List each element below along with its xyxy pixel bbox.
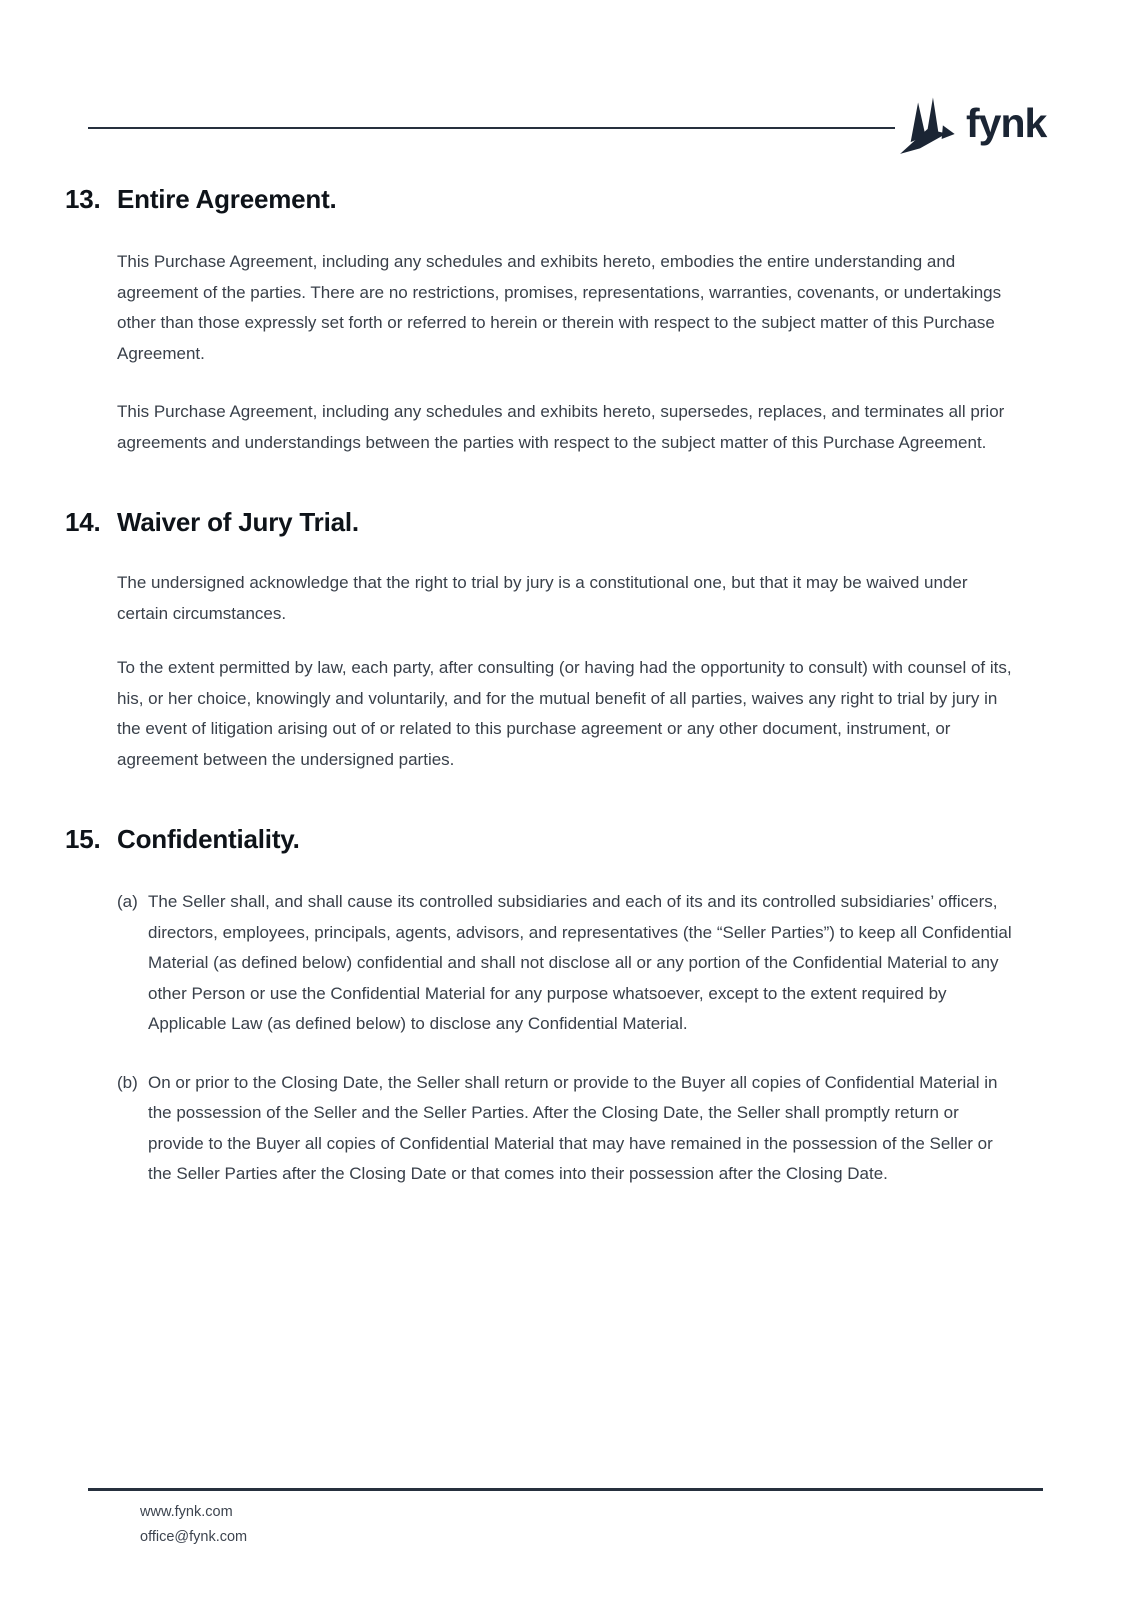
section-entire-agreement	[65, 183, 1016, 458]
fynk-logo	[897, 94, 1046, 158]
section-number: 13.	[65, 184, 101, 214]
list-marker: (b)	[117, 1072, 138, 1092]
section-title: Waiver of Jury Trial.	[117, 507, 359, 537]
logo-wordmark: fynk	[966, 99, 1047, 146]
section-heading	[65, 506, 1016, 538]
paragraph: This Purchase Agreement, including any schedules and exhibits hereto, embodies the entire understanding and agreement of the parties. There are no restrictions, promises, representations, warranties, covenants, or undertakings other than those expressly set forth or referred to herein or therein with respect to the subject matter of this Purchase Agreement.	[117, 252, 1002, 363]
document-body	[65, 183, 1016, 1190]
list-marker: (a)	[117, 892, 138, 911]
section-waiver-of-jury-trial	[65, 506, 1016, 775]
section-number: 15.	[65, 824, 101, 854]
page-footer	[88, 1488, 1043, 1550]
list-item	[117, 1068, 1016, 1190]
origami-crane-icon	[897, 94, 959, 158]
list-item-text: The Seller shall, and shall cause its controlled subsidiaries and each of its and its controlled subsidiaries’ officers, directors, employees, principals, agents, advisors, and representatives (the “Seller Parties”) to keep all Confidential Material (as defined below) confidential and shall not disclose all or any portion of the Confidential Material to any other Person or use the Confidential Material for any purpose whatsoever, except to the extent required by Applicable Law (as defined below) to disclose any Confidential Material.	[148, 892, 1012, 1033]
section-number: 14.	[65, 507, 101, 537]
section-title: Confidentiality.	[117, 824, 300, 854]
section-heading	[65, 823, 1016, 855]
section-confidentiality	[65, 823, 1016, 1190]
footer-email: office@fynk.com	[140, 1529, 248, 1545]
paragraph: To the extent permitted by law, each party, after consulting (or having had the opportunity to consult) with counsel of its, his, or her choice, knowingly and voluntarily, and for the mutual benefit of all parties, waives any right to trial by jury in the event of litigation arising out of or related to this purchase agreement or any other document, instrument, or agreement between the undersigned parties.	[117, 658, 1012, 769]
header-divider	[88, 127, 895, 129]
section-title: Entire Agreement.	[117, 184, 337, 214]
list-item-text: On or prior to the Closing Date, the Seller shall return or provide to the Buyer all copies of Confidential Material in the possession of the Seller and the Seller Parties. After the Closing Date, the Seller shall promptly return or provide to the Buyer all copies of Confidential Material that may have remained in the possession of the Seller or the Seller Parties after the Closing Date or that comes into their possession after the Closing Date.	[148, 1072, 998, 1183]
paragraph: This Purchase Agreement, including any schedules and exhibits hereto, supersedes, replaces, and terminates all prior agreements and understandings between the parties with respect to the subject matter of this Purchase Agreement.	[117, 402, 1005, 452]
section-heading	[65, 183, 1016, 215]
list-item	[117, 887, 1016, 1040]
footer-website: www.fynk.com	[140, 1504, 233, 1520]
paragraph: The undersigned acknowledge that the right to trial by jury is a constitutional one, but that it may be waived under certain circumstances.	[117, 573, 968, 623]
